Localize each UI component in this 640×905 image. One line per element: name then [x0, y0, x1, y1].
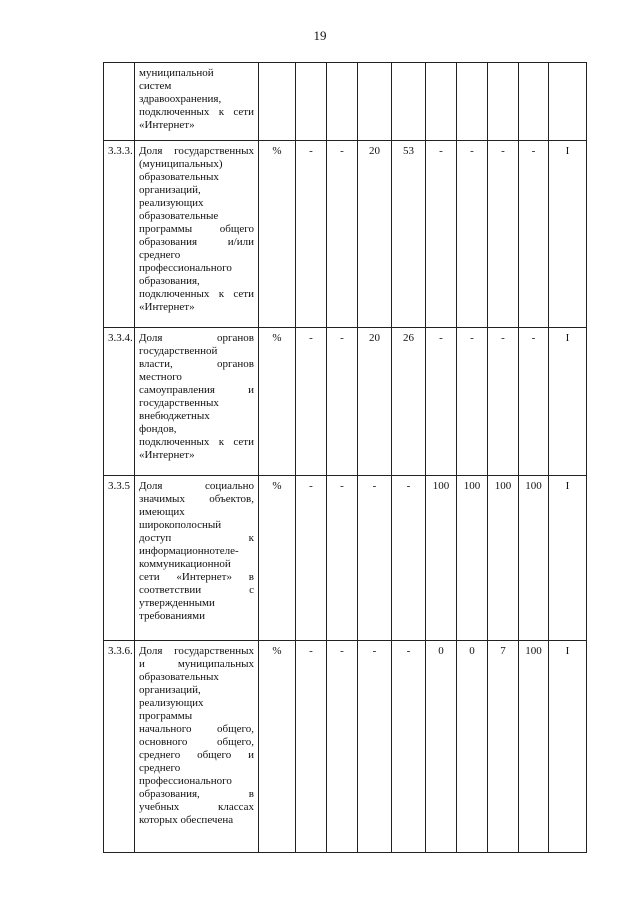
value-cell: 53 — [392, 141, 426, 328]
indicator-name-line: реализующих — [139, 697, 204, 709]
table-row — [104, 476, 587, 641]
value-cell — [426, 63, 457, 141]
value-cell: - — [519, 141, 549, 328]
value-cell: I — [549, 328, 587, 476]
indicator-name-line: требованиями — [139, 610, 206, 622]
indicator-name-line: образовательных — [139, 171, 219, 183]
value-cell: I — [549, 641, 587, 853]
indicator-name-line: образования, в — [139, 788, 254, 800]
indicator-name-line: которых обеспечена — [139, 814, 234, 826]
indicator-name-line: фондов, — [139, 423, 177, 435]
indicator-name-line: подключенных к сети — [139, 288, 254, 300]
value-cell — [327, 63, 358, 141]
indicator-name-line: программы — [139, 710, 193, 722]
page-number: 19 — [313, 28, 327, 43]
indicator-name-line: имеющих — [139, 506, 185, 518]
indicator-name-line: реализующих — [139, 197, 204, 209]
value-cell: - — [488, 328, 519, 476]
indicator-name — [135, 476, 259, 641]
value-cell — [296, 63, 327, 141]
indicator-name-line: «Интернет» — [139, 119, 195, 131]
indicator-name-line: сети «Интернет» в — [139, 571, 254, 583]
indicator-name — [135, 641, 259, 853]
indicator-name-line: организаций, — [139, 184, 201, 196]
table-row — [104, 641, 587, 853]
unit-cell: % — [259, 641, 296, 853]
value-cell: 0 — [426, 641, 457, 853]
indicator-name-line: образовательные — [139, 210, 219, 222]
indicator-name-line: внебюджетных — [139, 410, 210, 422]
indicator-name-line: доступ к — [139, 532, 254, 544]
value-cell: 100 — [426, 476, 457, 641]
value-cell: - — [426, 328, 457, 476]
indicator-name-line: здравоохранения, — [139, 93, 222, 105]
value-cell: 100 — [519, 641, 549, 853]
value-cell: - — [296, 476, 327, 641]
value-cell: - — [426, 141, 457, 328]
value-cell: 100 — [519, 476, 549, 641]
value-cell: - — [296, 328, 327, 476]
indicator-name-line: самоуправления и — [139, 384, 254, 396]
value-cell: 0 — [457, 641, 488, 853]
row-number: 3.3.3. — [104, 141, 135, 328]
unit-cell: % — [259, 141, 296, 328]
indicator-name-line: начального общего, — [139, 723, 254, 735]
value-cell: I — [549, 141, 587, 328]
unit-cell: % — [259, 328, 296, 476]
indicator-name-line: и муниципальных — [139, 658, 254, 670]
value-cell: - — [327, 141, 358, 328]
row-number: 3.3.5 — [104, 476, 135, 641]
indicator-name — [135, 141, 259, 328]
indicator-name-line: государственных — [139, 397, 219, 409]
indicator-name-line: подключенных к сети — [139, 106, 254, 118]
value-cell: - — [519, 328, 549, 476]
indicator-name-line: «Интернет» — [139, 449, 195, 461]
value-cell: 100 — [457, 476, 488, 641]
indicator-name-line: Доля органов — [139, 332, 254, 344]
value-cell: - — [327, 476, 358, 641]
indicator-name — [135, 328, 259, 476]
value-cell: - — [457, 141, 488, 328]
value-cell — [392, 63, 426, 141]
value-cell: 100 — [488, 476, 519, 641]
indicator-name-line: образования, — [139, 275, 200, 287]
value-cell: 7 — [488, 641, 519, 853]
value-cell: - — [392, 476, 426, 641]
value-cell: - — [296, 141, 327, 328]
indicator-name-line: информационнотеле- — [139, 545, 239, 557]
indicator-name-line: программы общего — [139, 223, 254, 235]
indicator-name-line: власти, органов — [139, 358, 254, 370]
value-cell: - — [358, 476, 392, 641]
unit-cell: % — [259, 476, 296, 641]
value-cell: - — [358, 641, 392, 853]
value-cell — [488, 63, 519, 141]
indicator-name-line: муниципальной — [139, 67, 214, 79]
indicator-name-line: образования и/или — [139, 236, 254, 248]
indicator-name-line: государственной — [139, 345, 218, 357]
indicator-name-line: профессионального — [139, 262, 232, 274]
indicator-name-line: среднего — [139, 249, 181, 261]
value-cell: - — [327, 641, 358, 853]
indicator-name-line: Доля государственных — [139, 645, 254, 657]
value-cell: - — [327, 328, 358, 476]
indicator-name-line: значимых объектов, — [139, 493, 254, 505]
row-number — [104, 63, 135, 141]
indicator-name-line: местного — [139, 371, 182, 383]
table-row — [104, 63, 587, 141]
indicator-name-line: профессионального — [139, 775, 232, 787]
row-number: 3.3.4. — [104, 328, 135, 476]
unit-cell — [259, 63, 296, 141]
value-cell: 20 — [358, 141, 392, 328]
indicator-name-line: «Интернет» — [139, 301, 195, 313]
indicator-name-line: среднего общего и — [139, 749, 254, 761]
indicator-name-line: соответствии с — [139, 584, 254, 596]
value-cell: I — [549, 476, 587, 641]
indicator-name-line: образовательных — [139, 671, 219, 683]
table-row — [104, 328, 587, 476]
indicator-name-line: коммуникационной — [139, 558, 231, 570]
value-cell: - — [488, 141, 519, 328]
indicator-name-line: Доля государственных — [139, 145, 254, 157]
indicator-name — [135, 63, 259, 141]
indicator-name-line: среднего — [139, 762, 181, 774]
value-cell: - — [457, 328, 488, 476]
indicator-name-line: организаций, — [139, 684, 201, 696]
indicator-name-line: Доля социально — [139, 480, 254, 492]
value-cell — [457, 63, 488, 141]
value-cell — [519, 63, 549, 141]
indicator-table — [103, 62, 587, 853]
indicator-name-line: (муниципальных) — [139, 158, 223, 170]
value-cell: - — [296, 641, 327, 853]
indicator-name-line: подключенных к сети — [139, 436, 254, 448]
value-cell — [358, 63, 392, 141]
value-cell: 20 — [358, 328, 392, 476]
indicator-name-line: систем — [139, 80, 172, 92]
row-number: 3.3.6. — [104, 641, 135, 853]
value-cell — [549, 63, 587, 141]
indicator-name-line: учебных классах — [139, 801, 254, 813]
table-row — [104, 141, 587, 328]
indicator-name-line: основного общего, — [139, 736, 254, 748]
value-cell: 26 — [392, 328, 426, 476]
indicator-name-line: широкополосный — [139, 519, 222, 531]
value-cell: - — [392, 641, 426, 853]
indicator-name-line: утвержденными — [139, 597, 215, 609]
